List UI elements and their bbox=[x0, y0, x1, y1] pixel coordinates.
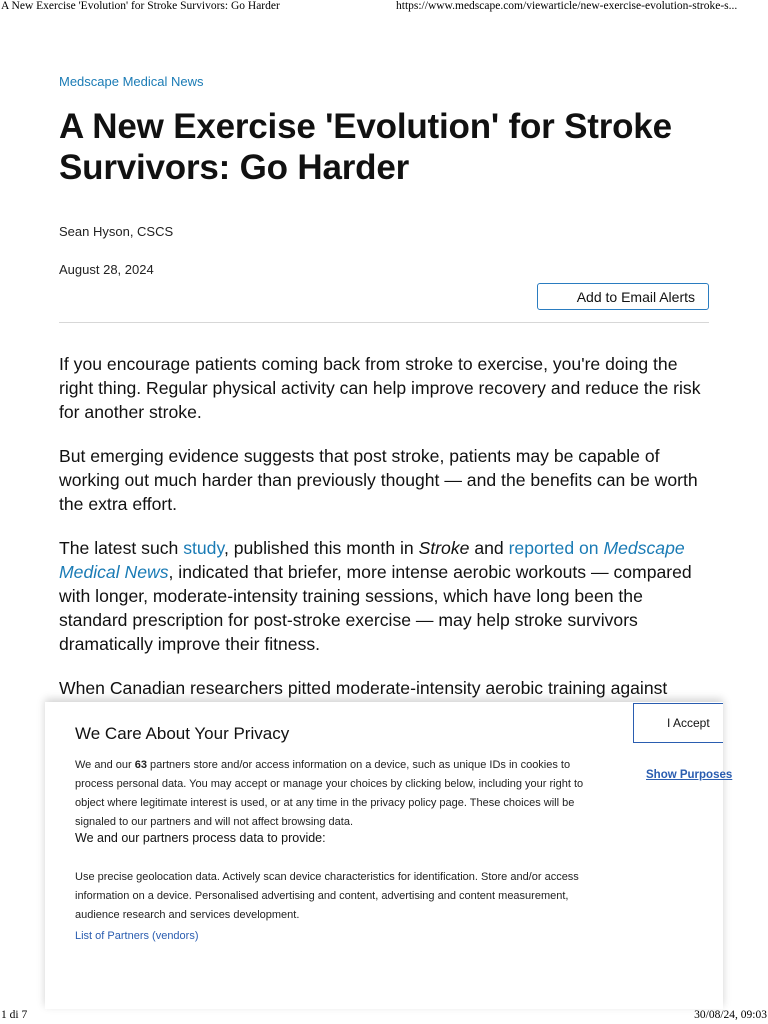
consent-description bbox=[75, 756, 603, 832]
paragraph-1: If you encourage patients coming back from stroke to exercise, you're doing the right thing. Regular physical activity can help improve recovery and reduce the risk for another stroke. bbox=[59, 354, 701, 422]
author-byline: Sean Hyson, CSCS bbox=[59, 224, 174, 239]
show-purposes-link[interactable]: Show Purposes bbox=[646, 769, 733, 781]
print-footer bbox=[0, 1009, 768, 1023]
reported-on-link-text: reported on bbox=[508, 538, 604, 558]
paragraph-3-text: , published this month in bbox=[223, 538, 419, 558]
print-page-title: A New Exercise 'Evolution' for Stroke Survivors: Go Harder bbox=[1, 0, 280, 12]
consent-title: We Care About Your Privacy bbox=[75, 724, 290, 743]
paragraph-3-text: , indicated that briefer, more intense aerobic workouts — compared with longer, moderate-intensity training sessions, which have long been the standard prescription for post-stroke exercise — may help stroke survivors dramatically improve their fitness. bbox=[59, 562, 692, 654]
consent-text: We and our bbox=[75, 759, 135, 771]
privacy-consent-banner bbox=[45, 702, 733, 1009]
paragraph-2: But emerging evidence suggests that post stroke, patients may be capable of working out much harder than previously thought — and the benefits can be worth the extra effort. bbox=[59, 446, 698, 514]
journal-name: Stroke bbox=[418, 538, 470, 558]
paragraph-4: When Canadian researchers pitted moderate-intensity aerobic training against bbox=[59, 678, 668, 698]
paragraph-3 bbox=[59, 536, 709, 656]
consent-subheading: We and our partners process data to provide: bbox=[75, 831, 326, 845]
list-of-partners-link[interactable]: List of Partners (vendors) bbox=[75, 930, 199, 942]
publish-date: August 28, 2024 bbox=[59, 262, 154, 277]
article bbox=[59, 74, 709, 720]
consent-text: partners store and/or access information on a device, such as unique IDs in cookies to process personal data. You may accept or manage your choices by clicking below, including your right to object where legitimate interest is used, or at any time in the privacy policy page. These choices will be signaled to our partners and will not affect browsing data. bbox=[75, 759, 584, 828]
reported-on-link-publication: Medscape Medical News bbox=[59, 538, 685, 582]
alert-row bbox=[59, 283, 709, 313]
print-header bbox=[0, 0, 768, 14]
article-headline: A New Exercise 'Evolution' for Stroke Survivors: Go Harder bbox=[59, 107, 672, 187]
study-link[interactable]: study bbox=[183, 538, 224, 558]
print-page-url: https://www.medscape.com/viewarticle/new-exercise-evolution-stroke-s... bbox=[396, 0, 738, 12]
page-number: 1 di 7 bbox=[1, 1009, 28, 1021]
partner-count: 63 bbox=[134, 759, 147, 771]
consent-purposes: Use precise geolocation data. Actively scan device characteristics for identification. Store and/or access information on a device. Personalised advertising and content, advertising and content measurement, audience research and services development. bbox=[75, 871, 579, 921]
paragraph-3-text: The latest such bbox=[59, 538, 184, 558]
article-body bbox=[59, 352, 709, 700]
accept-button[interactable]: I Accept bbox=[633, 703, 723, 743]
print-datetime: 30/08/24, 09:03 bbox=[694, 1009, 767, 1021]
paragraph-3-text: and bbox=[469, 538, 509, 558]
section-link[interactable]: Medscape Medical News bbox=[59, 74, 204, 89]
add-to-email-alerts-button[interactable]: Add to Email Alerts bbox=[537, 283, 709, 310]
divider bbox=[59, 322, 709, 323]
